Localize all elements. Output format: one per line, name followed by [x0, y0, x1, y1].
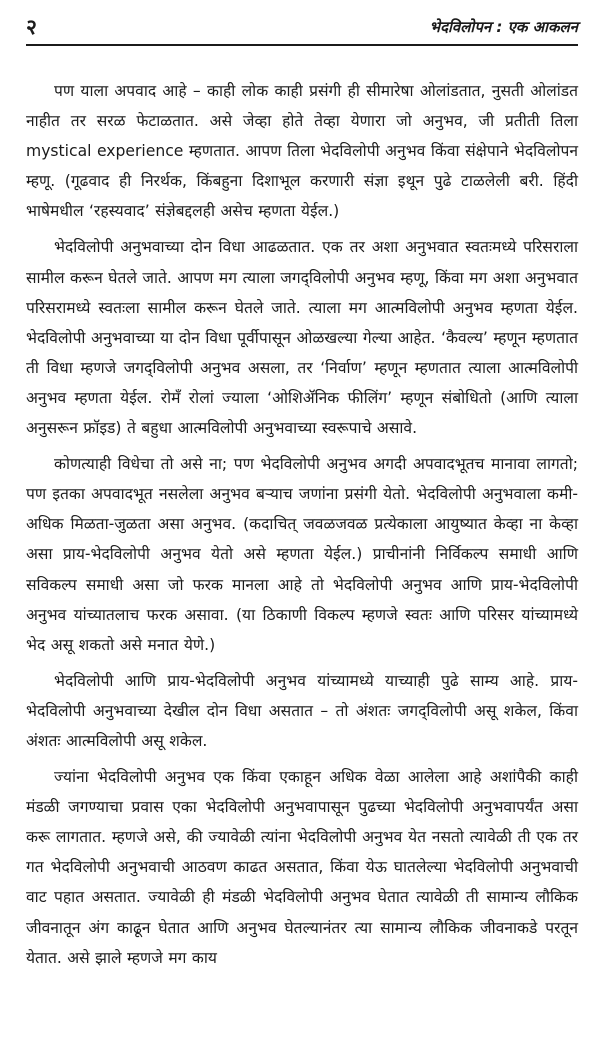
paragraph: भेदविलोपी आणि प्राय-भेदविलोपी अनुभव यांच्यामध्ये याच्याही पुढे साम्य आहे. प्राय-भेदविलोपी अनुभवाच्या देखील दोन विधा असतात – तो अंशतः जगद्‌विलोपी असू शकेल, किंवा अंशतः आत्मविलोपी असू शकेल. — [26, 671, 578, 750]
running-header — [26, 14, 578, 40]
paragraph: पण याला अपवाद आहे – काही लोक काही प्रसंगी ही सीमारेषा ओलांडतात, नुसती ओलांडत नाहीत तर सरळ फेटाळतात. असे जेव्हा होते तेव्हा येणारा जो अनुभव, जी प्रतीती तिला mystical experience म्हणतात. आपण तिला भेदविलोपी अनुभव किंवा संक्षेपाने भेदविलोपन म्हणू. (गूढवाद ही निरर्थक, किंबहुना दिशाभूल करणारी संज्ञा इथून पुढे टाळलेली बरी. हिंदी भाषेमधील ‘रहस्यवाद’ संज्ञेबद्दलही असेच म्हणता येईल.) — [26, 82, 578, 221]
paragraph: कोणत्याही विधेचा तो असे ना; पण भेदविलोपी अनुभव अगदी अपवादभूतच मानावा लागतो; पण इतका अपवादभूत नसलेला अनुभव बऱ्याच जणांना प्रसंगी येतो. भेदविलोपी अनुभवाला कमी-अधिक मिळता-जुळता असा अनुभव. (कदाचित् जवळजवळ प्रत्येकाला आयुष्यात केव्हा ना केव्हा असा प्राय-भेदविलोपी अनुभव येतो असे म्हणता येईल.) प्राचीनांनी निर्विकल्प समाधी आणि सविकल्प समाधी असा जो फरक मानला आहे तो भेदविलोपी अनुभव आणि प्राय-भेदविलोपी अनुभव यांच्यातलाच फरक असावा. (या ठिकाणी विकल्प म्हणजे स्वतः आणि परिसर यांच्यामध्ये भेद असू शकतो असे मनात येणे.) — [26, 455, 578, 654]
body-text — [26, 76, 578, 979]
page-number: २ — [26, 15, 37, 39]
paragraph: भेदविलोपी अनुभवाच्या दोन विधा आढळतात. एक तर अशा अनुभवात स्वतःमध्ये परिसराला सामील करून घेतले जाते. आपण मग त्याला जगद्‌विलोपी अनुभव म्हणू, किंवा मग अशा अनुभवात परिसरामध्ये स्वतःला सामील करून घेतले जाते. त्याला मग आत्मविलोपी अनुभव म्हणता येईल. भेदविलोपी अनुभवाच्या या दोन विधा पूर्वीपासून ओळखल्या गेल्या आहेत. ‘कैवल्य’ म्हणून म्हणतात ती विधा म्हणजे जगद्‌विलोपी अनुभव असला, तर ‘निर्वाण’ म्हणून म्हणतात त्याला आत्मविलोपी अनुभव म्हणता येईल. रोमँ रोलां ज्याला ‘ओशिॲनिक फीलिंग’ म्हणून संबोधितो (आणि त्याला अनुसरून फ्रॉइड) ते बहुधा आत्मविलोपी अनुभवाच्या स्वरूपाचे असावे. — [26, 238, 578, 438]
header-rule — [26, 44, 578, 46]
running-title: भेदविलोपन : एक आकलन — [429, 18, 578, 36]
paragraph: ज्यांना भेदविलोपी अनुभव एक किंवा एकाहून अधिक वेळा आलेला आहे अशांपैकी काही मंडळी जगण्याचा प्रवास एका भेदविलोपी अनुभवापासून पुढच्या भेदविलोपी अनुभवापर्यंत असा करू लागतात. म्हणजे असे, की ज्यावेळी त्यांना भेदविलोपी अनुभव येत नसतो त्यावेळी ती एक तर गत भेदविलोपी अनुभवाची आठवण काढत असतात, किंवा येऊ घातलेल्या भेदविलोपी अनुभवाची वाट पहात असतात. ज्यावेळी ही मंडळी भेदविलोपी अनुभव घेतात त्यावेळी ती सामान्य लौकिक जीवनातून अंग काढून घेतात आणि अनुभव घेतल्यानंतर त्या सामान्य लौकिक जीवनाकडे परतून येतात. असे झाले म्हणजे मग काय — [26, 768, 578, 967]
